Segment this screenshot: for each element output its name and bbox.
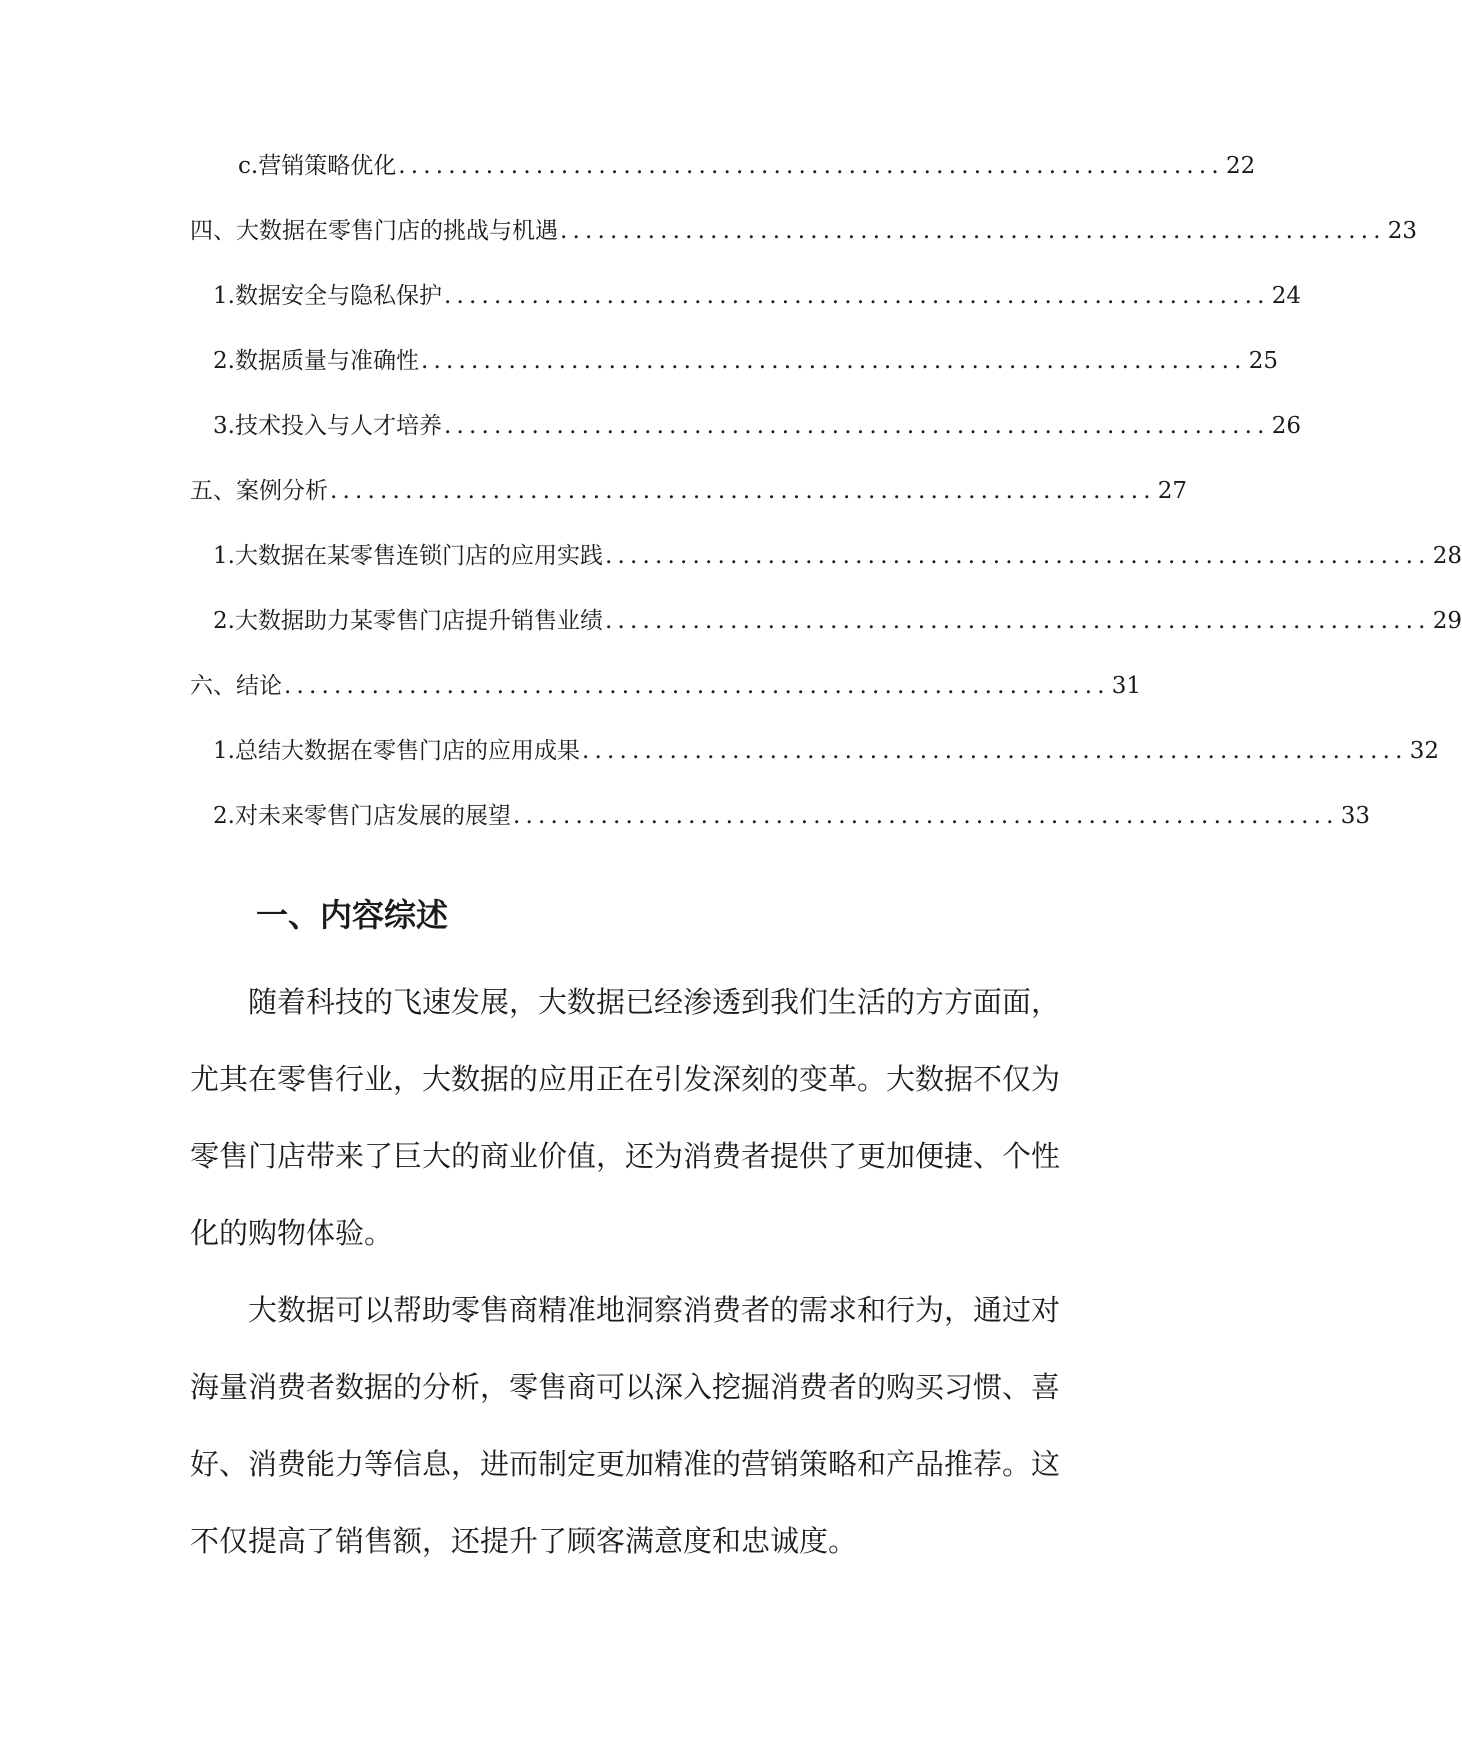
paragraph-line: 零售门店带来了巨大的商业价值，还为消费者提供了更加便捷、个性 bbox=[190, 1139, 1061, 1173]
toc-entry-page: 27 bbox=[1157, 478, 1188, 504]
toc-entry-number: c. bbox=[238, 153, 259, 179]
toc-leader-dots: .................................................................. bbox=[604, 608, 1431, 634]
toc-entry-number: 1. bbox=[213, 543, 235, 569]
toc-entry-title: 六、结论 bbox=[190, 673, 282, 699]
toc-leader-dots: .................................................................. bbox=[398, 153, 1224, 179]
toc-entry-page: 31 bbox=[1111, 673, 1142, 699]
toc-entry-title: 技术投入与人才培养 bbox=[234, 413, 442, 439]
toc-leader-dots: .................................................................. bbox=[443, 283, 1270, 309]
toc-leader-dots: .................................................................. bbox=[284, 673, 1110, 699]
toc-entry-page: 33 bbox=[1340, 803, 1370, 829]
toc-leader-dots: .................................................................. bbox=[581, 738, 1408, 764]
toc-entry[interactable] bbox=[213, 801, 1370, 831]
paragraph-line: 大数据可以帮助零售商精准地洞察消费者的需求和行为，通过对 bbox=[190, 1293, 1061, 1327]
toc-entry-page: 24 bbox=[1271, 283, 1301, 309]
toc-entry[interactable] bbox=[213, 541, 1462, 571]
toc-entry-number: 1. bbox=[213, 738, 235, 764]
paragraph-line: 不仅提高了销售额，还提升了顾客满意度和忠诚度。 bbox=[190, 1524, 858, 1558]
toc-entry-title: 大数据在某零售连锁门店的应用实践 bbox=[234, 543, 603, 569]
toc-entry-number: 3. bbox=[213, 413, 235, 439]
toc-entry-title: 五、案例分析 bbox=[190, 478, 328, 504]
toc-entry-page: 22 bbox=[1225, 153, 1256, 179]
toc-entry-title: 对未来零售门店发展的展望 bbox=[234, 803, 511, 829]
toc-leader-dots: .................................................................. bbox=[560, 218, 1386, 244]
toc-leader-dots: .................................................................. bbox=[420, 348, 1247, 374]
paragraph-line: 随着科技的飞速发展，大数据已经渗透到我们生活的方方面面， bbox=[190, 985, 1061, 1019]
toc-leader-dots: .................................................................. bbox=[330, 478, 1156, 504]
toc-entry-title: 总结大数据在零售门店的应用成果 bbox=[234, 738, 580, 764]
toc-entry-title: 数据安全与隐私保护 bbox=[234, 283, 442, 309]
toc-entry-page: 23 bbox=[1387, 218, 1418, 244]
toc-entry[interactable] bbox=[190, 216, 1418, 246]
toc-entry[interactable] bbox=[190, 671, 1142, 701]
toc-entry[interactable] bbox=[238, 151, 1256, 181]
toc-entry[interactable] bbox=[213, 736, 1439, 766]
toc-entry[interactable] bbox=[213, 411, 1301, 441]
paragraph-line: 海量消费者数据的分析，零售商可以深入挖掘消费者的购买习惯、喜 bbox=[190, 1370, 1061, 1404]
toc-entry-number: 2. bbox=[213, 348, 235, 374]
toc-entry-title: 大数据助力某零售门店提升销售业绩 bbox=[234, 608, 603, 634]
toc-entry-page: 32 bbox=[1409, 738, 1439, 764]
toc-entry-title: 营销策略优化 bbox=[258, 153, 397, 179]
toc-entry-page: 26 bbox=[1271, 413, 1301, 439]
paragraph-line: 尤其在零售行业，大数据的应用正在引发深刻的变革。大数据不仅为 bbox=[190, 1062, 1061, 1096]
toc-entry-title: 数据质量与准确性 bbox=[234, 348, 419, 374]
toc-leader-dots: .................................................................. bbox=[512, 803, 1339, 829]
section-heading: 一、内容综述 bbox=[256, 896, 449, 934]
toc-entry-number: 2. bbox=[213, 803, 235, 829]
toc-entry[interactable] bbox=[213, 281, 1301, 311]
toc-entry[interactable] bbox=[190, 476, 1188, 506]
toc-leader-dots: .................................................................. bbox=[443, 413, 1270, 439]
toc-entry-page: 29 bbox=[1432, 608, 1462, 634]
toc-entry[interactable] bbox=[213, 606, 1462, 636]
toc-entry-page: 25 bbox=[1248, 348, 1278, 374]
toc-entry-number: 2. bbox=[213, 608, 235, 634]
toc-leader-dots: .................................................................. bbox=[604, 543, 1431, 569]
toc-entry-number: 1. bbox=[213, 283, 235, 309]
toc-entry-page: 28 bbox=[1432, 543, 1462, 569]
toc-entry[interactable] bbox=[213, 346, 1278, 376]
toc-entry-title: 四、大数据在零售门店的挑战与机遇 bbox=[190, 218, 558, 244]
paragraph-line: 化的购物体验。 bbox=[190, 1216, 394, 1250]
paragraph-line: 好、消费能力等信息，进而制定更加精准的营销策略和产品推荐。这 bbox=[190, 1447, 1061, 1481]
